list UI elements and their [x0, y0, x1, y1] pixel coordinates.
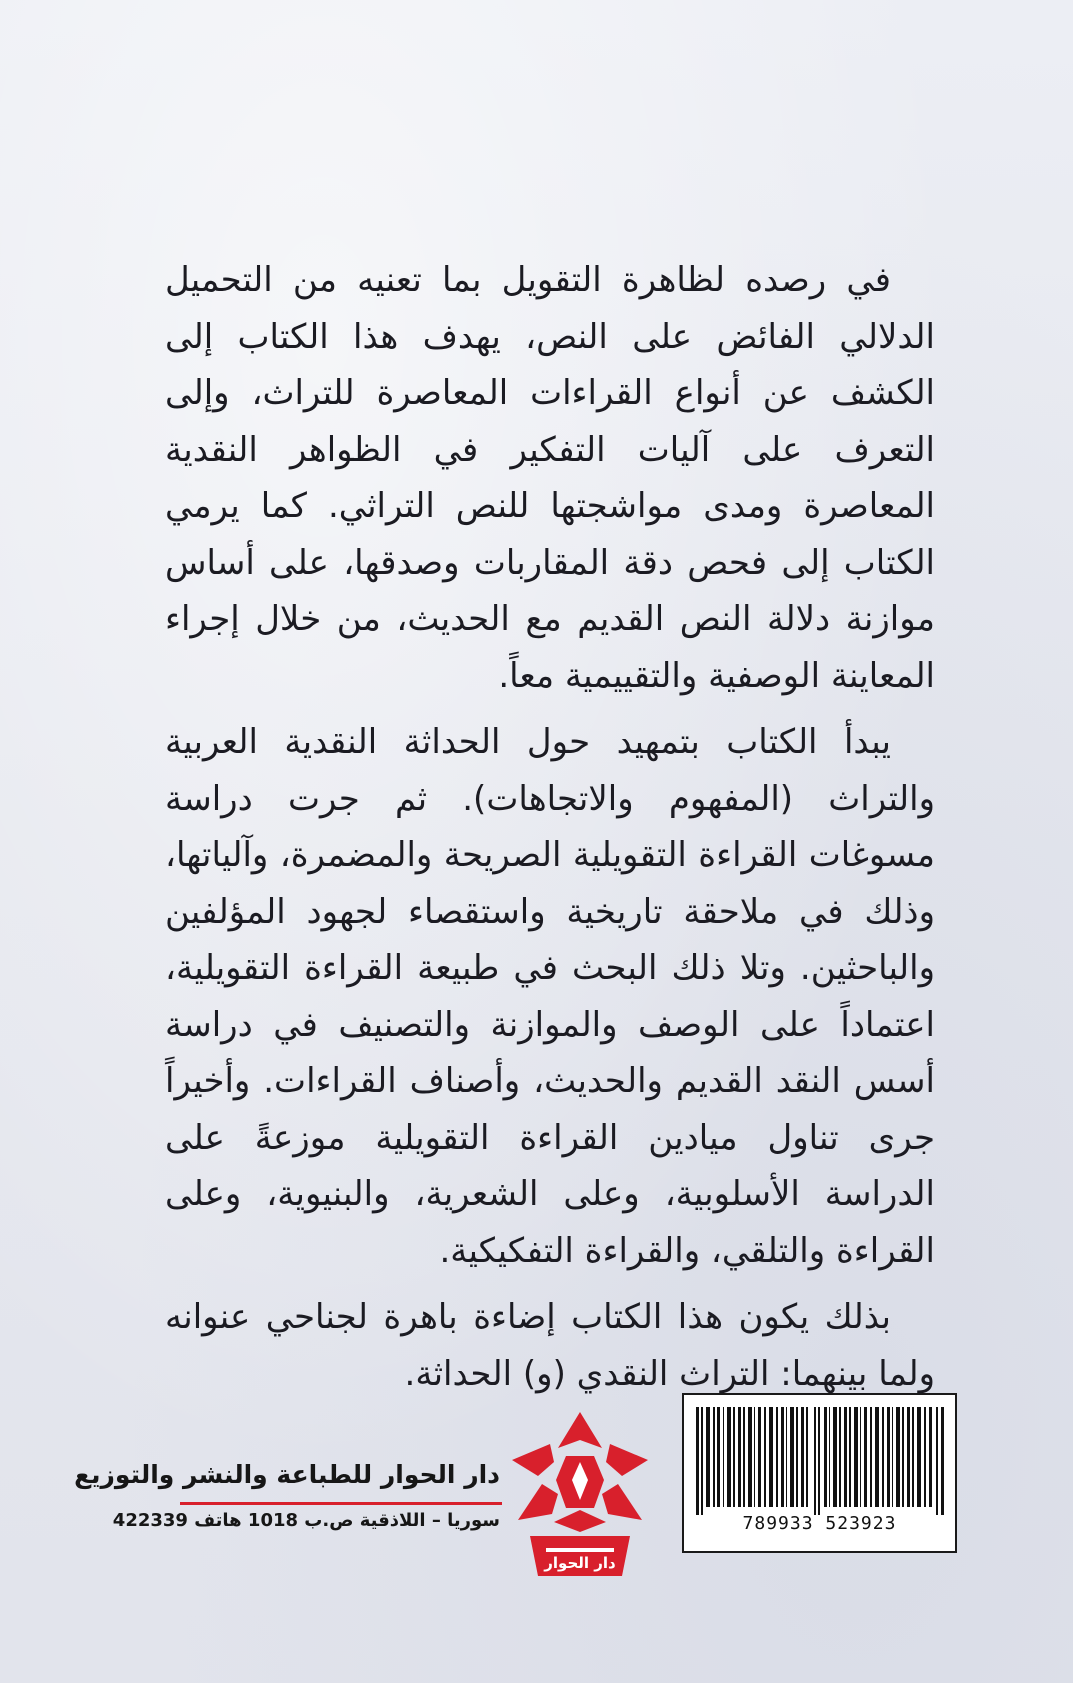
barcode-number: 789933 523923: [742, 1513, 897, 1534]
publisher-divider: [180, 1502, 502, 1505]
barcode-bars-icon: [696, 1407, 944, 1515]
publisher-name: دار الحوار للطباعة والنشر والتوزيع: [74, 1460, 500, 1489]
publisher-block: [74, 1410, 650, 1590]
blurb-paragraph-3: بذلك يكون هذا الكتاب إضاءة باهرة لجناحي عنوانه ولما بينهما: التراث النقدي (و) الحداثة.: [165, 1297, 935, 1394]
blurb-text: [165, 252, 935, 1402]
blurb-paragraph-2: يبدأ الكتاب بتمهيد حول الحداثة النقدية العربية والتراث (المفهوم والاتجاهات). ثم جرت دراسة مسوغات القراءة التقويلية الصريحة والمضمرة، وآلياتها، وذلك في ملاحقة تاريخية واستقصاء لجهود المؤلفين والباحثين. وتلا ذلك البحث في طبيعة القراءة التقويلية، اعتماداً على الوصف والموازنة والتصنيف في دراسة أسس النقد القديم والحديث، وأصناف القراءات. وأخيراً جرى تناول ميادين القراءة التقويلية موزعةً على الدراسة الأسلوبية، وعلى الشعرية، والبنيوية، وعلى القراءة والتلقي، والقراءة التفكيكية.: [165, 722, 935, 1271]
publisher-address: سوريا – اللاذقية ص.ب 1018 هاتف 422339: [112, 1510, 500, 1531]
publisher-logo-icon: [510, 1410, 650, 1580]
barcode: [682, 1393, 957, 1553]
publisher-logo-text: دار الحوار: [544, 1554, 616, 1572]
blurb-paragraph-1: في رصده لظاهرة التقويل بما تعنيه من التحميل الدلالي الفائض على النص، يهدف هذا الكتاب إلى الكشف عن أنواع القراءات المعاصرة للتراث، وإلى التعرف على آليات التفكير في الظواهر النقدية المعاصرة ومدى مواشجتها للنص التراثي. كما يرمي الكتاب إلى فحص دقة المقاربات وصدقها، على أساس موازنة دلالة النص القديم مع الحديث، من خلال إجراء المعاينة الوصفية والتقييمية معاً.: [165, 260, 935, 696]
